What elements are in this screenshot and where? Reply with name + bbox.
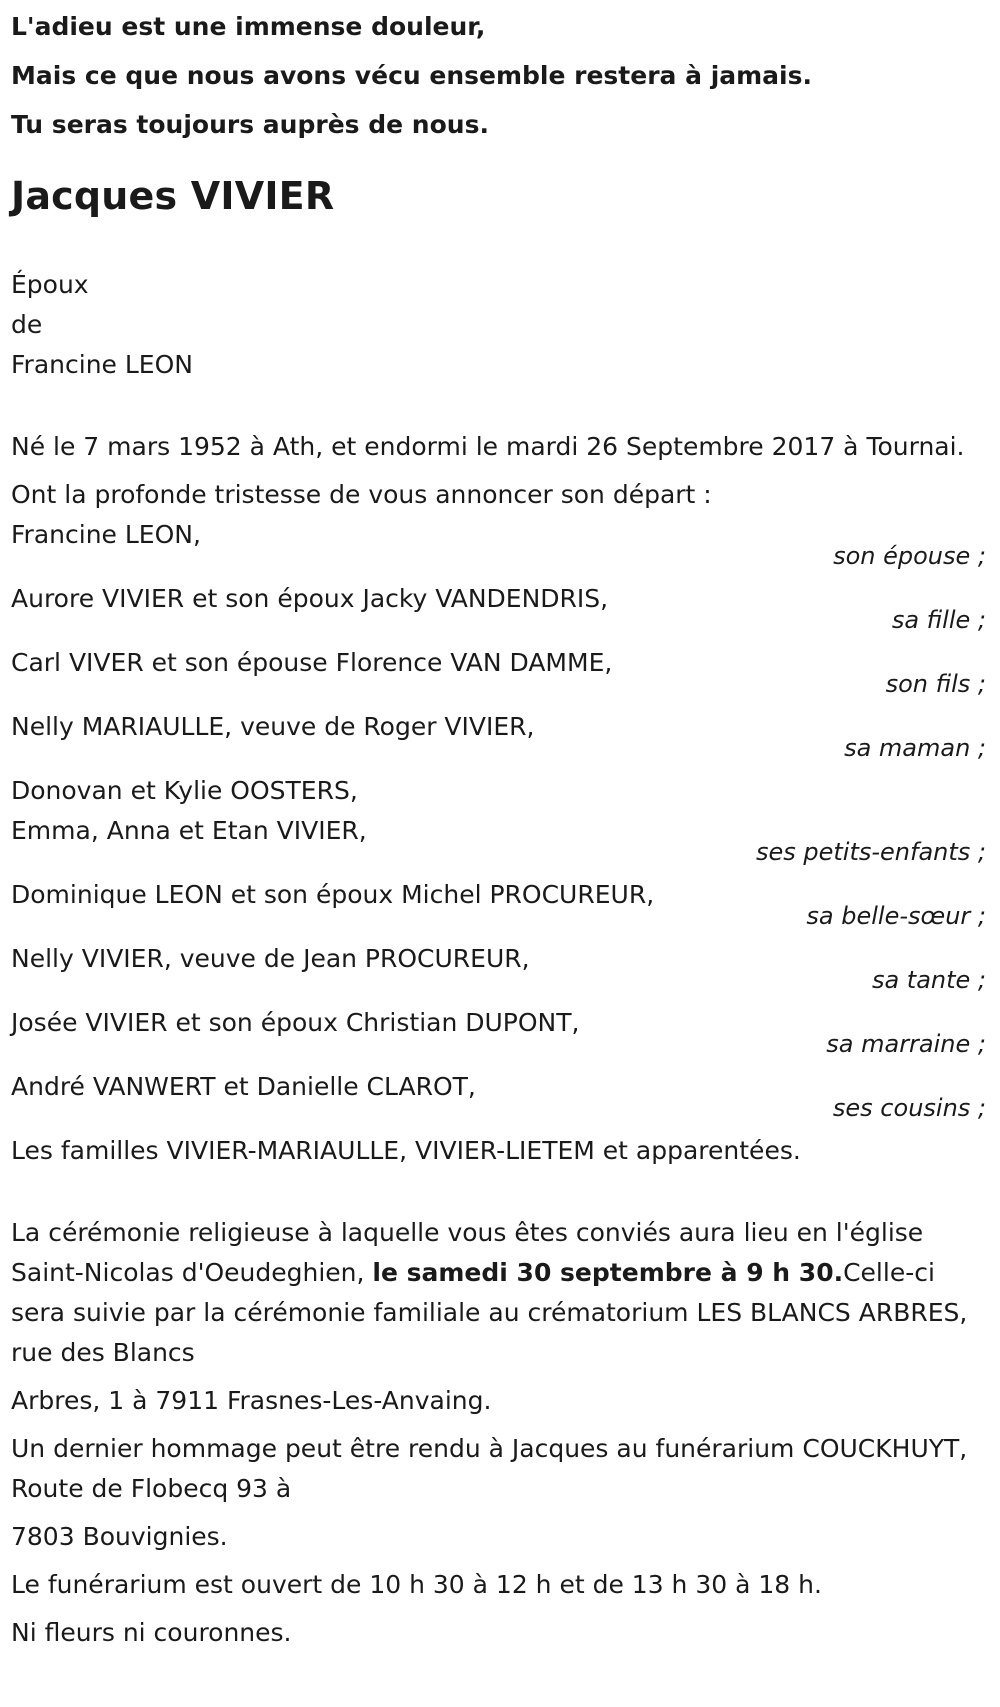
member-name: Nelly VIVIER, veuve de Jean PROCUREUR, <box>11 944 530 973</box>
member-name: Carl VIVER et son épouse Florence VAN DAMME, <box>11 648 613 677</box>
family-members-list <box>11 515 986 1121</box>
family-member <box>11 939 986 993</box>
ceremony-intro: La cérémonie religieuse à laquelle vous êtes conviés aura lieu en l'église Saint-Nicolas d'Oeudeghien, <box>11 1218 924 1287</box>
member-name: Donovan et Kylie OOSTERS, <box>11 776 358 805</box>
homage-city: 7803 Bouvignies. <box>11 1522 228 1551</box>
deceased-name: Jacques VIVIER <box>11 174 335 218</box>
ceremony-text <box>11 1213 986 1373</box>
member-relation: sa tante ; <box>871 966 986 994</box>
family-member <box>11 1003 986 1057</box>
obituary-notice <box>11 0 986 1653</box>
member-relation: sa fille ; <box>891 606 986 634</box>
no-flowers-text: Ni fleurs ni couronnes. <box>11 1618 292 1647</box>
member-relation: ses petits-enfants ; <box>755 838 986 866</box>
member-name: Josée VIVIER et son époux Christian DUPONT, <box>11 1008 580 1037</box>
ceremony-rest: Celle-ci sera suivie par la cérémonie familiale au crématorium LES BLANCS ARBRES, rue des Blancs <box>11 1258 968 1367</box>
birth-death-text: Né le 7 mars 1952 à Ath, et endormi le mardi 26 Septembre 2017 à Tournai. <box>11 432 965 461</box>
member-relation: son épouse ; <box>833 542 986 570</box>
family-member <box>11 1067 986 1121</box>
spouse-block <box>11 265 986 385</box>
family-member <box>11 771 986 865</box>
verse-block <box>11 2 986 149</box>
member-name: Dominique LEON et son époux Michel PROCUREUR, <box>11 880 655 909</box>
member-name: Aurore VIVIER et son époux Jacky VANDENDRIS, <box>11 584 609 613</box>
member-relation: sa belle-sœur ; <box>806 902 986 930</box>
verse-line: Mais ce que nous avons vécu ensemble restera à jamais. <box>11 61 813 90</box>
families-text: Les familles VIVIER-MARIAULLE, VIVIER-LIETEM et apparentées. <box>11 1136 801 1165</box>
spouse-line: de <box>11 310 43 339</box>
member-relation: ses cousins ; <box>832 1094 986 1122</box>
spouse-line: Francine LEON <box>11 350 193 379</box>
member-name: André VANWERT et Danielle CLAROT, <box>11 1072 476 1101</box>
spouse-line: Époux <box>11 270 89 299</box>
homage-text: Un dernier hommage peut être rendu à Jacques au funérarium COUCKHUYT, Route de Flobecq 93 à <box>11 1434 968 1503</box>
funerarium-hours: Le funérarium est ouvert de 10 h 30 à 12 h et de 13 h 30 à 18 h. <box>11 1570 822 1599</box>
family-member <box>11 707 986 761</box>
member-relation: sa maman ; <box>844 734 986 762</box>
member-name: Emma, Anna et Etan VIVIER, <box>11 816 367 845</box>
ceremony-date: le samedi 30 septembre à 9 h 30. <box>372 1258 844 1287</box>
ceremony-address: Arbres, 1 à 7911 Frasnes-Les-Anvaing. <box>11 1386 492 1415</box>
announce-text: Ont la profonde tristesse de vous annoncer son départ : <box>11 480 712 509</box>
member-relation: sa marraine ; <box>826 1030 986 1058</box>
verse-line: Tu seras toujours auprès de nous. <box>11 110 489 139</box>
family-member <box>11 515 986 569</box>
family-member <box>11 875 986 929</box>
member-name: Francine LEON, <box>11 520 201 549</box>
family-member <box>11 643 986 697</box>
member-relation: son fils ; <box>885 670 986 698</box>
member-name: Nelly MARIAULLE, veuve de Roger VIVIER, <box>11 712 535 741</box>
family-member <box>11 579 986 633</box>
verse-line: L'adieu est une immense douleur, <box>11 12 486 41</box>
